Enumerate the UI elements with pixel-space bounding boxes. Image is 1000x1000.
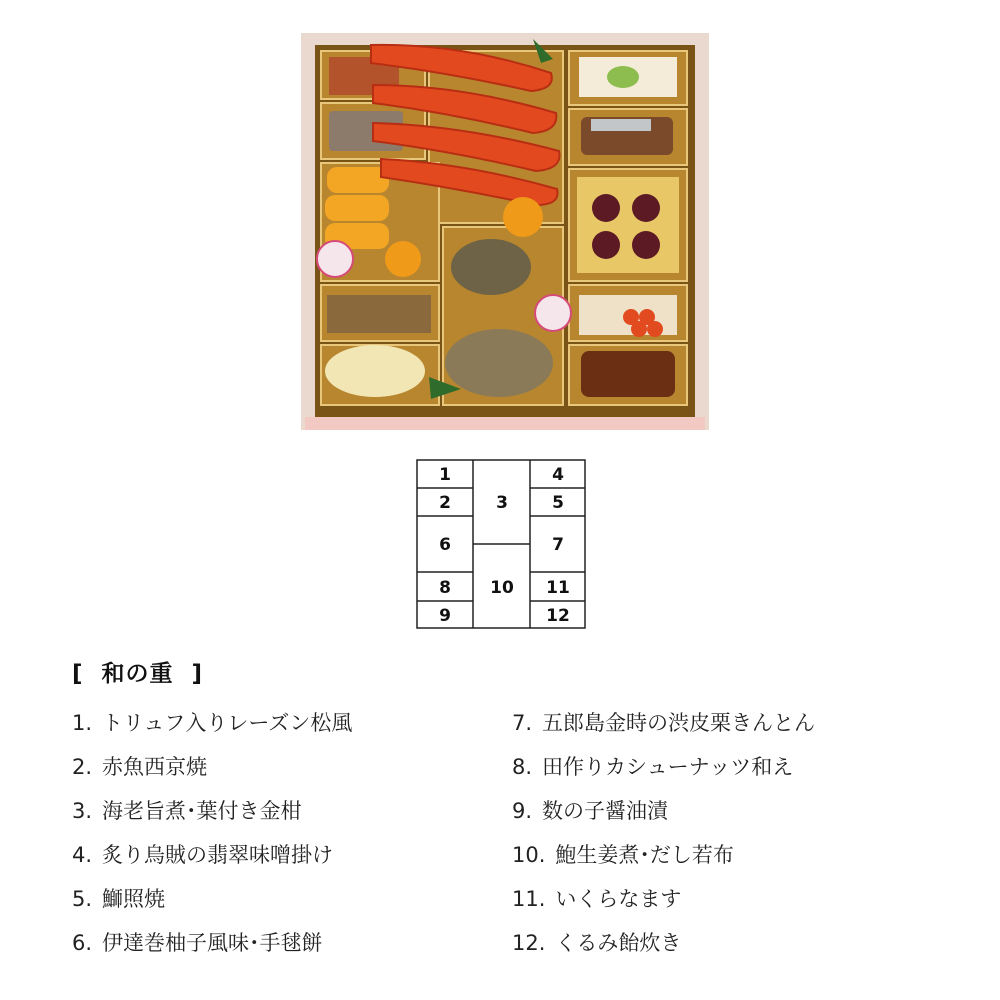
datemaki <box>325 195 389 221</box>
item-number: 2. <box>72 755 93 779</box>
item-name: 田作りカシューナッツ和え <box>542 755 794 779</box>
list-item <box>512 705 815 749</box>
item-name: 赤魚西京焼 <box>102 755 208 779</box>
list-item <box>512 793 815 837</box>
item-name: 炙り烏賊の翡翠味噌掛け <box>102 843 334 867</box>
item-number: 9. <box>512 799 533 823</box>
cell-label-9: 9 <box>439 606 451 626</box>
list-item <box>72 881 352 925</box>
cell-label-7: 7 <box>552 535 564 555</box>
cell-label-11: 11 <box>546 578 570 598</box>
list-item <box>512 925 815 969</box>
tray-layout-svg <box>416 459 586 629</box>
item-number: 10. <box>512 843 546 867</box>
cell-label-12: 12 <box>546 606 570 626</box>
tazukuri <box>327 295 431 333</box>
chestnut <box>592 194 620 222</box>
item-number: 7. <box>512 711 533 735</box>
list-item <box>72 793 352 837</box>
walnuts <box>581 351 675 397</box>
cell-label-4: 4 <box>552 465 564 485</box>
item-number: 3. <box>72 799 93 823</box>
item-number: 4. <box>72 843 93 867</box>
temari-mochi <box>535 295 571 331</box>
menu-list-right <box>512 705 815 969</box>
cell-label-2: 2 <box>439 493 451 513</box>
tray-layout-diagram <box>416 459 586 629</box>
item-number: 11. <box>512 887 546 911</box>
list-item <box>512 837 815 881</box>
item-name: 海老旨煮･葉付き金柑 <box>102 799 302 823</box>
buri-skin <box>591 119 651 131</box>
item-name: 数の子醤油漬 <box>542 799 669 823</box>
chestnut <box>632 231 660 259</box>
abalone <box>451 239 531 295</box>
cell-label-5: 5 <box>552 493 564 513</box>
list-item <box>72 837 352 881</box>
item-name: くるみ飴炊き <box>555 931 682 955</box>
cell-label-3: 3 <box>496 493 508 513</box>
item-name: 鮑生姜煮･だし若布 <box>555 843 734 867</box>
menu-list-left <box>72 705 352 969</box>
item-name: 鰤照焼 <box>102 887 166 911</box>
item-number: 1. <box>72 711 93 735</box>
item-name: 五郎島金時の渋皮栗きんとん <box>542 711 816 735</box>
hisui-miso <box>607 66 639 88</box>
temari-mochi <box>317 241 353 277</box>
datemaki <box>327 167 389 193</box>
box-base <box>305 417 705 430</box>
list-item <box>512 881 815 925</box>
item-name: トリュフ入りレーズン松風 <box>102 711 353 735</box>
item-number: 5. <box>72 887 93 911</box>
ikura <box>647 321 663 337</box>
chestnut <box>592 231 620 259</box>
kinton <box>577 177 679 273</box>
section-title: [ 和の重 ] <box>72 661 204 687</box>
osechi-box-illustration <box>301 33 709 430</box>
osechi-box-photo <box>301 33 709 430</box>
cell-label-8: 8 <box>439 578 451 598</box>
chestnut <box>632 194 660 222</box>
list-item <box>72 749 352 793</box>
item-name: いくらなます <box>555 887 682 911</box>
cell-label-6: 6 <box>439 535 451 555</box>
item-name: 伊達巻柚子風味･手毬餅 <box>102 931 323 955</box>
kinkan <box>503 197 543 237</box>
abalone <box>445 329 553 397</box>
kinkan <box>385 241 421 277</box>
list-item <box>72 925 352 969</box>
item-number: 12. <box>512 931 546 955</box>
list-item <box>72 705 352 749</box>
cell-label-10: 10 <box>490 578 514 598</box>
item-number: 6. <box>72 931 93 955</box>
item-number: 8. <box>512 755 533 779</box>
ikura <box>631 321 647 337</box>
cell-label-1: 1 <box>439 465 451 485</box>
list-item <box>512 749 815 793</box>
kazunoko <box>325 345 425 397</box>
